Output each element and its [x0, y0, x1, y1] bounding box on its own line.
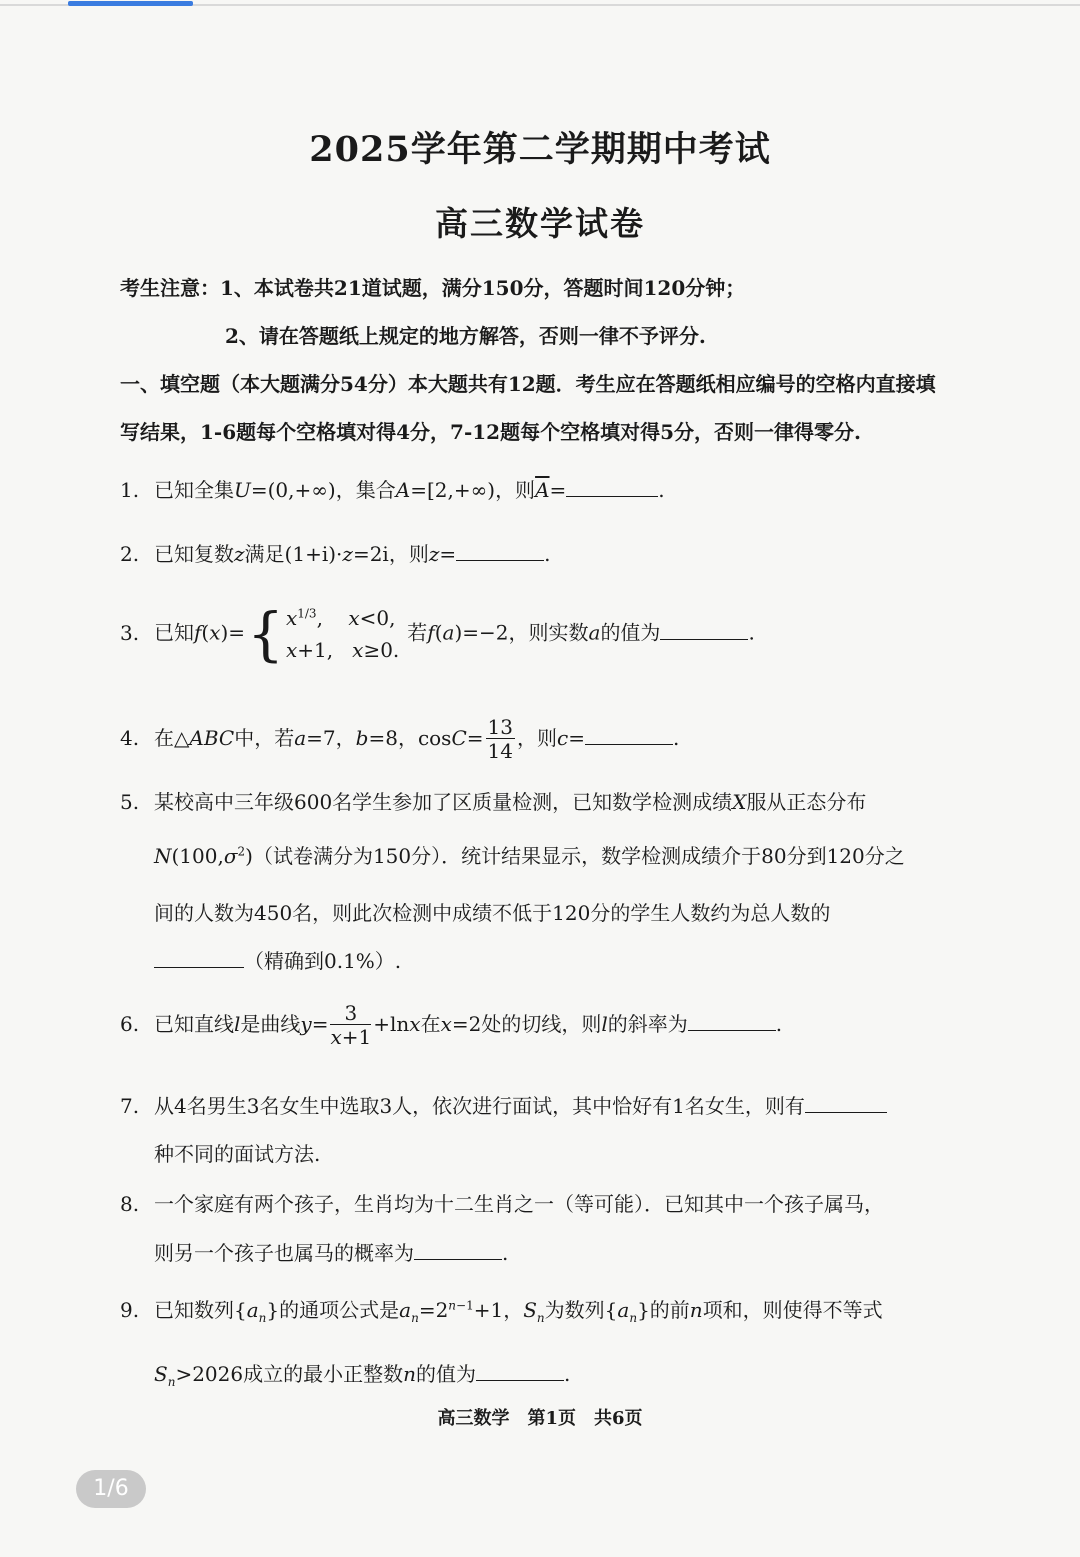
- question-number: 6.: [120, 1012, 140, 1036]
- question-7-line-1: [120, 1090, 970, 1119]
- section-instructions-2: 写结果，1-6题每个空格填对得4分，7-12题每个空格填对得5分，否则一律得零分.: [120, 420, 861, 444]
- q9-text-l2a: 成立的最小正整数: [243, 1362, 404, 1386]
- q9-text-e: 的前: [649, 1298, 690, 1322]
- piecewise-brace: {: [247, 600, 284, 668]
- exam-title: 2025学年第二学期期中考试: [309, 129, 771, 170]
- q4-text-d: ，: [397, 726, 418, 750]
- q3-text-a: 已知: [154, 620, 194, 645]
- q7-text-1: 从4名男生3名女生中选取3人，依次进行面试，其中恰好有1名女生，则有: [154, 1094, 805, 1118]
- answer-blank[interactable]: [688, 1012, 776, 1031]
- q4-text-b: 中，若: [234, 726, 295, 750]
- question-number: 1.: [120, 478, 140, 502]
- notice-line-2: 2、请在答题纸上规定的地方解答，否则一律不予评分.: [225, 324, 706, 348]
- q6-text-d: 处的切线，则: [481, 1012, 602, 1036]
- q9-text-c: ，: [503, 1298, 524, 1322]
- q5-text-1b: 服从正态分布: [746, 790, 867, 814]
- question-4: 4. 在△ABC中，若a=7，b=8，cosC= $\frac{13}{14}$ ，则c= .: [120, 715, 680, 763]
- section-instructions-1: 一、填空题（本大题满分54分）本大题共有12题．考生应在答题纸相应编号的空格内直接填: [120, 372, 936, 396]
- question-7-line-2: 种不同的面试方法.: [154, 1142, 321, 1166]
- q3-text-c: ，则实数: [508, 620, 589, 645]
- question-8-line-1: [120, 1188, 970, 1217]
- answer-blank[interactable]: [476, 1362, 564, 1381]
- page-footer: 高三数学 第1页 共6页: [437, 1408, 643, 1429]
- q4-text-e: ，则: [516, 726, 557, 750]
- q3-text-d: 的值为: [600, 620, 661, 645]
- question-9-line-2: $S_n>2026$成立的最小正整数n的值为 .: [154, 1362, 571, 1389]
- q5-text-2: （试卷满分为150分）．统计结果显示，数学检测成绩介于80分到120分之: [252, 844, 905, 868]
- question-number: 4.: [120, 726, 140, 750]
- exam-subtitle: 高三数学试卷: [435, 204, 645, 243]
- q4-text-a: 在△: [154, 726, 190, 750]
- question-number: 9.: [120, 1298, 140, 1322]
- q3-text-b: 若: [407, 620, 428, 645]
- q1-text-b: ，集合: [335, 478, 396, 502]
- q2-text-a: 已知复数: [154, 542, 234, 566]
- q9-text-l2b: 的值为: [415, 1362, 476, 1386]
- notice-line-1: 考生注意：1、本试卷共21道试题，满分150分，答题时间120分钟；: [120, 276, 746, 300]
- question-number: 3.: [120, 620, 140, 645]
- q2-text-b: 满足: [244, 542, 285, 566]
- question-5-line-1: 5. 某校高中三年级600名学生参加了区质量检测，已知数学检测成绩X服从正态分布: [120, 790, 867, 814]
- q6-text-e: 的斜率为: [607, 1012, 688, 1036]
- fraction: $\frac{13}{14}$: [487, 715, 513, 763]
- answer-blank[interactable]: [566, 478, 658, 497]
- question-number: 2.: [120, 542, 140, 566]
- q9-text-f: 项和，则使得不等式: [702, 1298, 883, 1322]
- q6-text-c: 在: [420, 1012, 441, 1036]
- answer-blank[interactable]: [585, 726, 673, 745]
- q9-text-d: 为数列: [544, 1298, 605, 1322]
- q2-text-c: ，则: [388, 542, 429, 566]
- question-1: 1. 已知全集U=(0,+∞)，集合A=[2,+∞)，则$\overline{A}=$ .: [120, 478, 665, 502]
- q6-text-a: 已知直线: [154, 1012, 234, 1036]
- q5-text-4: （精确到0.1%）.: [244, 949, 402, 973]
- q1-text-a: 已知全集: [154, 478, 234, 502]
- answer-blank[interactable]: [805, 1094, 887, 1113]
- q8-text-1: 一个家庭有两个孩子，生肖均为十二生肖之一（等可能）．已知其中一个孩子属马，: [154, 1192, 884, 1216]
- question-5-line-4: [120, 945, 970, 974]
- fraction: $\frac{3}{x+1}$: [330, 1001, 372, 1049]
- answer-blank[interactable]: [154, 949, 244, 968]
- question-5-line-3: 间的人数为450名，则此次检测中成绩不低于120分的学生人数约为总人数的: [154, 901, 831, 925]
- q1-text-c: ，则: [495, 478, 536, 502]
- q8-text-2: 则另一个孩子也属马的概率为: [154, 1241, 414, 1265]
- question-3: 3. 已知f(x)={ $x^{1/3}$, x<0, x+1, x≥0. 若f(a)=−2，则实数a的值为 .: [120, 600, 755, 668]
- answer-blank[interactable]: [660, 621, 748, 640]
- question-9-line-1: 9. 已知数列$\{a_n\}$的通项公式是$a_n=2^{n-1}+1$，$S_n$为数列$\{a_n\}$的前n项和，则使得不等式: [120, 1298, 883, 1325]
- answer-blank[interactable]: [414, 1241, 502, 1260]
- page-indicator[interactable]: 1/6: [76, 1470, 146, 1508]
- question-number: 7.: [120, 1094, 140, 1118]
- question-5-line-2: $N(100,\sigma^2)$（试卷满分为150分）．统计结果显示，数学检测成绩介于80分到120分之: [154, 844, 905, 868]
- q5-text-1: 某校高中三年级600名学生参加了区质量检测，已知数学检测成绩: [154, 790, 733, 814]
- question-2: 2. 已知复数z满足(1+i)·z=2i，则z= .: [120, 542, 551, 566]
- q6-text-b: 是曲线: [240, 1012, 301, 1036]
- question-8-line-2: 则另一个孩子也属马的概率为 .: [154, 1241, 509, 1265]
- q9-text-a: 已知数列: [154, 1298, 234, 1322]
- question-number: 5.: [120, 790, 140, 814]
- question-number: 8.: [120, 1192, 140, 1216]
- q9-text-b: 的通项公式是: [279, 1298, 400, 1322]
- q4-text-c: ，: [335, 726, 356, 750]
- answer-blank[interactable]: [456, 542, 544, 561]
- question-6: 6. 已知直线l是曲线y= $\frac{3}{x+1}$ +lnx在x=2处的切线，则l的斜率为 .: [120, 1001, 783, 1049]
- piecewise-cases: $x^{1/3}$, x<0, x+1, x≥0.: [285, 606, 400, 662]
